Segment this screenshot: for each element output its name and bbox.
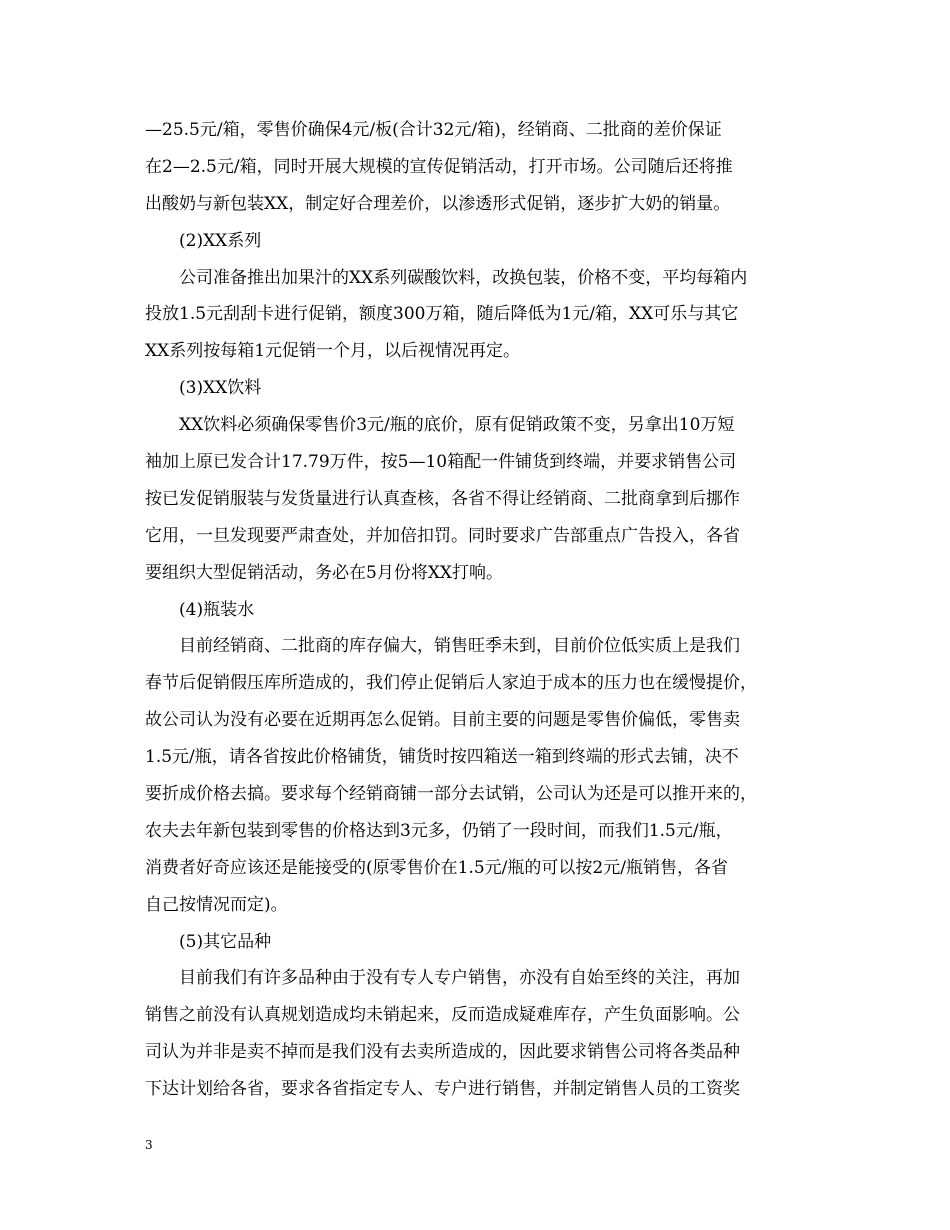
text-line: 出酸奶与新包装XX，制定好合理差价，以渗透形式促销，逐步扩大奶的销量。	[145, 193, 731, 214]
text-line: 要折成价格去搞。要求每个经销商铺一部分去试销，公司认为还是可以推开来的，	[145, 784, 757, 805]
text-line: 农夫去年新包装到零售的价格达到3元多，仍销了一段时间，而我们1.5元/瓶，	[145, 820, 733, 841]
text-line: 销售之前没有认真规划造成均未销起来，反而造成疑难库存，产生负面影响。公	[145, 1005, 740, 1026]
text-line: 1.5元/瓶，请各省按此价格铺货，铺货时按四箱送一箱到终端的形式去铺，决不	[145, 747, 739, 768]
text-line: (2)XX系列	[179, 230, 262, 251]
text-line: 春节后促销假压库所造成的，我们停止促销后人家迫于成本的压力也在缓慢提价，	[145, 673, 757, 694]
text-line: XX系列按每箱1元促销一个月，以后视情况再定。	[145, 341, 521, 362]
text-line: 公司准备推出加果汁的XX系列碳酸饮料，改换包装，价格不变，平均每箱内	[179, 267, 748, 288]
text-line: 目前我们有许多品种由于没有专人专户销售，亦没有自始至终的关注，再加	[179, 968, 740, 989]
text-line: 消费者好奇应该还是能接受的(原零售价在1.5元/瓶的可以按2元/瓶销售，各省	[145, 857, 728, 878]
text-line: 它用，一旦发现要严肃查处，并加倍扣罚。同时要求广告部重点广告投入，各省	[145, 525, 740, 546]
page-number: 3	[145, 1138, 153, 1152]
text-line: (5)其它品种	[179, 931, 272, 952]
text-line: 投放1.5元刮刮卡进行促销，额度300万箱，随后降低为1元/箱，XX可乐与其它	[145, 304, 739, 325]
text-line: (4)瓶装水	[179, 599, 255, 620]
text-line: 自己按情况而定)。	[145, 894, 288, 915]
text-line: 下达计划给各省，要求各省指定专人、专户进行销售，并制定销售人员的工资奖	[145, 1079, 740, 1100]
text-line: 在2—2.5元/箱，同时开展大规模的宣传促销活动，打开市场。公司随后还将推	[145, 156, 733, 177]
text-line: 袖加上原已发合计17.79万件，按5—10箱配一件铺货到终端，并要求销售公司	[145, 452, 737, 473]
text-line: 目前经销商、二批商的库存偏大，销售旺季未到，目前价位低实质上是我们	[179, 636, 740, 657]
text-line: 司认为并非是卖不掉而是我们没有去卖所造成的，因此要求销售公司将各类品种	[145, 1042, 740, 1063]
text-line: XX饮料必须确保零售价3元/瓶的底价，原有促销政策不变，另拿出10万短	[179, 415, 735, 436]
text-line: —25.5元/箱，零售价确保4元/板(合计32元/箱)，经销商、二批商的差价保证	[145, 120, 722, 140]
body-text	[145, 112, 805, 1108]
text-line: (3)XX饮料	[179, 378, 262, 399]
text-line: 要组织大型促销活动，务必在5月份将XX打响。	[145, 562, 504, 583]
text-line: 故公司认为没有必要在近期再怎么促销。目前主要的问题是零售价偏低，零售卖	[145, 710, 740, 731]
text-line: 按已发促销服装与发货量进行认真查核，各省不得让经销商、二批商拿到后挪作	[145, 488, 740, 509]
